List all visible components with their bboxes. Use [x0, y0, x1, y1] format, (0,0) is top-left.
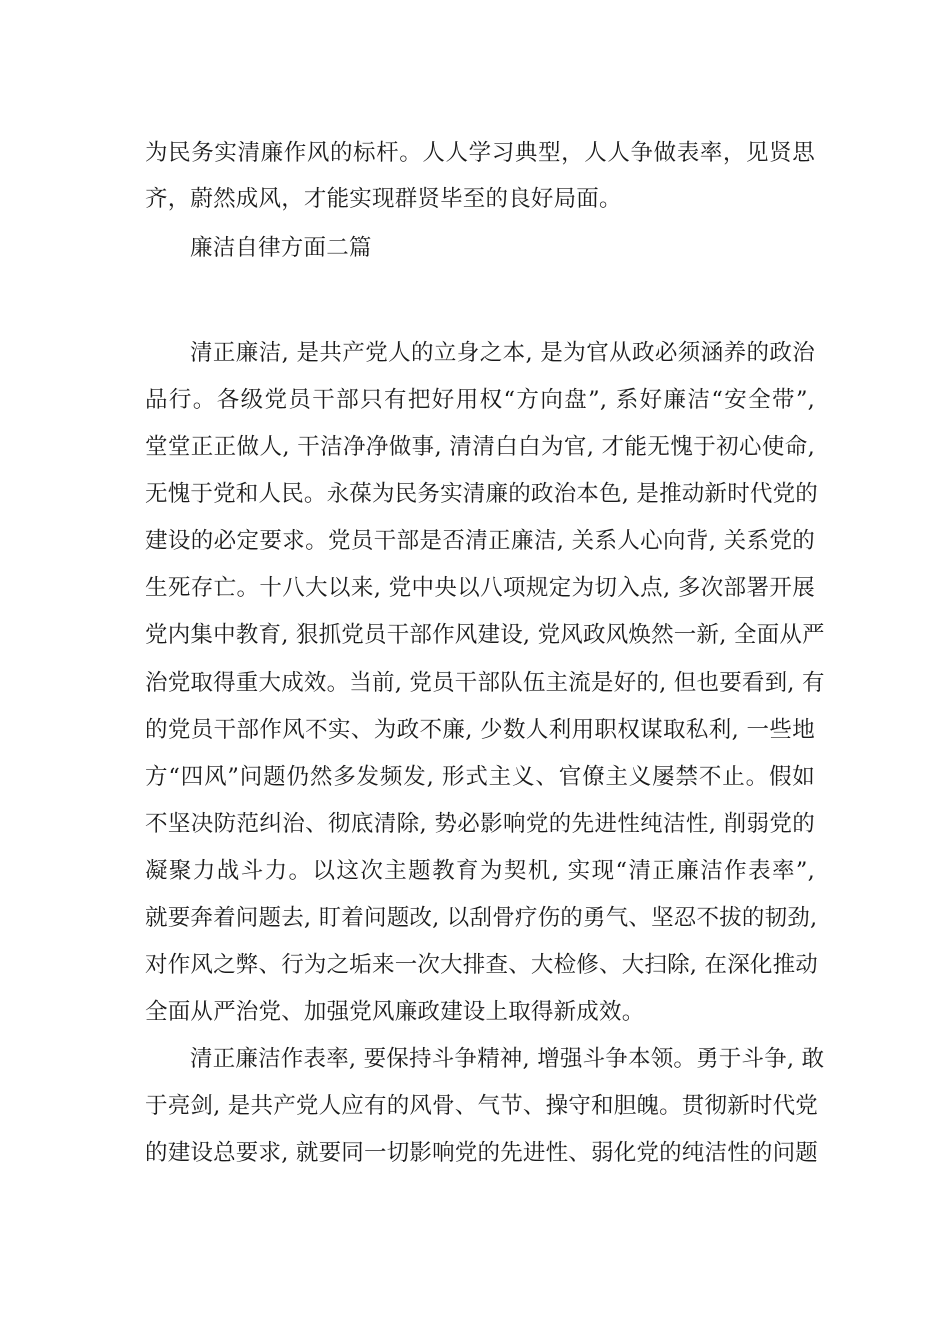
section-heading: 廉洁自律方面二篇: [190, 235, 372, 261]
paragraph1-line-11: 不坚决防范纠治、彻底清除, 势必影响党的先进性纯洁性, 削弱党的: [145, 811, 815, 837]
intro-line-2: 齐，蔚然成风，才能实现群贤毕至的良好局面。: [145, 186, 622, 212]
paragraph2-line-2: 于亮剑, 是共产党人应有的风骨、气节、操守和胆魄。贯彻新时代党: [145, 1093, 819, 1119]
paragraph1-line-7: 党内集中教育, 狠抓党员干部作风建设, 党风政风焕然一新, 全面从严: [145, 622, 825, 648]
paragraph1-line-15: 全面从严治党、加强党风廉政建设上取得新成效。: [145, 999, 645, 1025]
paragraph1-line-5: 建设的必定要求。党员干部是否清正廉洁, 关系人心向背, 关系党的: [145, 528, 815, 554]
paragraph2-line-3: 的建设总要求, 就要同一切影响党的先进性、弱化党的纯洁性的问题: [145, 1140, 819, 1166]
paragraph2-line-1: 清正廉洁作表率, 要保持斗争精神, 增强斗争本领。勇于斗争, 敢: [190, 1046, 825, 1072]
paragraph1-line-4: 无愧于党和人民。永葆为民务实清廉的政治本色, 是推动新时代党的: [145, 481, 819, 507]
paragraph1-line-6: 生死存亡。十八大以来, 党中央以八项规定为切入点, 多次部署开展: [145, 575, 815, 601]
paragraph1-line-14: 对作风之弊、行为之垢来一次大排查、大检修、大扫除, 在深化推动: [145, 952, 819, 978]
paragraph1-line-3: 堂堂正正做人, 干洁净净做事, 清清白白为官, 才能无愧于初心使命,: [145, 434, 815, 460]
paragraph1-line-13: 就要奔着问题去, 盯着问题改, 以刮骨疗伤的勇气、坚忍不拔的韧劲,: [145, 905, 818, 931]
paragraph1-line-1: 清正廉洁, 是共产党人的立身之本, 是为官从政必须涵养的政治: [190, 340, 815, 366]
paragraph1-line-10: 方“四风”问题仍然多发频发, 形式主义、官僚主义屡禁不止。假如: [145, 764, 815, 790]
paragraph1-line-9: 的党员干部作风不实、为政不廉, 少数人利用职权谋取私利, 一些地: [145, 717, 815, 743]
paragraph1-line-8: 治党取得重大成效。当前, 党员干部队伍主流是好的, 但也要看到, 有: [145, 670, 825, 696]
paragraph1-line-2: 品行。各级党员干部只有把好用权“方向盘”, 系好廉洁“安全带”,: [145, 387, 815, 413]
intro-line-1: 为民务实清廉作风的标杆。人人学习典型，人人争做表率，见贤思: [145, 140, 815, 166]
paragraph1-line-12: 凝聚力战斗力。以这次主题教育为契机, 实现“清正廉洁作表率”,: [145, 858, 815, 884]
